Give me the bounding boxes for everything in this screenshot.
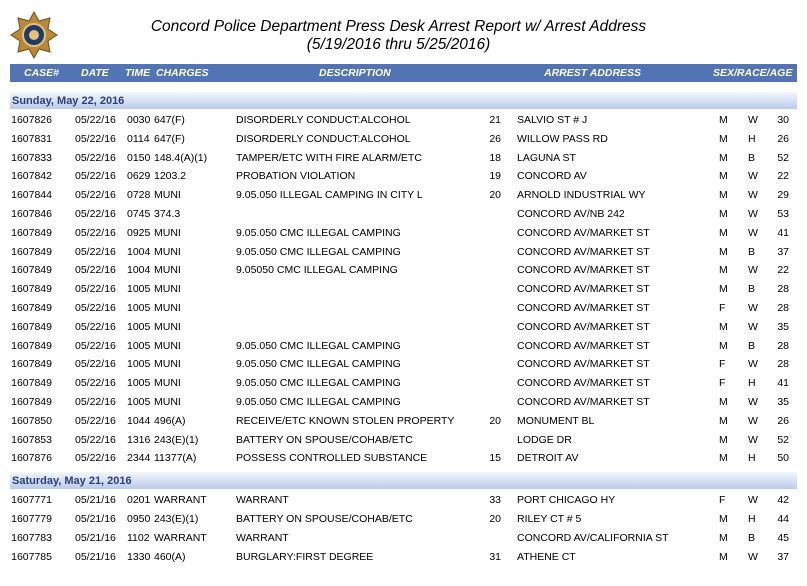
sex-cell: M [719,283,728,296]
street-number-cell: 20 [489,189,501,202]
report-date-range: (5/19/2016 thru 5/25/2016) [306,36,491,53]
case-number-cell: 1607849 [11,264,52,277]
sex-cell: M [719,114,728,126]
race-cell: W [748,433,758,446]
table-row [0,130,807,149]
report-title: Concord Police Department Press Desk Arrest Report w/ Arrest Address [150,18,647,35]
date-cell: 05/22/16 [75,132,116,145]
case-number-cell: 1607849 [11,339,52,352]
case-number-cell: 1607826 [11,114,52,126]
table-row [0,393,807,412]
table-row [0,510,807,529]
charge-cell: 647(F) [154,132,185,145]
date-cell: 05/22/16 [75,433,116,446]
address-cell: RILEY CT # 5 [517,513,582,525]
age-cell: 37 [777,245,789,258]
description-cell: PROBATION VIOLATION [236,170,356,183]
sex-cell: M [719,208,728,220]
charge-cell: WARRANT [154,494,207,507]
date-cell: 05/22/16 [75,358,116,371]
time-cell: 1005 [127,358,151,371]
case-number-cell: 1607842 [11,170,52,183]
sex-cell: F [719,494,726,507]
case-number-cell: 1607849 [11,377,52,390]
description-cell: BURGLARY:FIRST DEGREE [236,550,374,563]
col-header-date: DATE [81,67,109,79]
date-cell: 05/22/16 [75,151,116,164]
race-cell: H [748,452,756,465]
sex-cell: M [719,531,728,544]
address-cell: LAGUNA ST [517,151,576,164]
date-cell: 05/21/16 [75,550,116,563]
section-date-label: Sunday, May 22, 2016 [12,95,125,107]
table-row [0,167,807,186]
sex-cell: F [719,302,726,314]
sex-cell: M [719,339,728,352]
case-number-cell: 1607771 [11,494,52,507]
col-header-time: TIME [125,67,151,79]
table-row [0,355,807,374]
address-cell: ARNOLD INDUSTRIAL WY [517,189,646,202]
age-cell: 29 [777,189,789,202]
case-number-cell: 1607849 [11,226,52,239]
age-cell: 52 [777,151,789,164]
charge-cell: MUNI [154,339,181,352]
charge-cell: MUNI [154,245,181,258]
street-number-cell: 19 [489,170,501,183]
time-cell: 0150 [127,151,151,164]
address-cell: WILLOW PASS RD [517,132,608,145]
address-cell: CONCORD AV/MARKET ST [517,283,650,296]
address-cell: CONCORD AV/MARKET ST [517,396,650,408]
age-cell: 45 [777,531,789,544]
description-cell: BATTERY ON SPOUSE/COHAB/ETC [236,513,413,525]
charge-cell: 374.3 [154,208,181,220]
time-cell: 1004 [127,264,151,277]
age-cell: 52 [777,433,789,446]
address-cell: ATHENE CT [517,550,576,563]
description-cell: 9.05050 CMC ILLEGAL CAMPING [236,264,398,277]
street-number-cell: 20 [489,414,501,427]
charge-cell: 148.4(A)(1) [154,151,208,164]
charge-cell: MUNI [154,226,181,239]
sex-cell: M [719,513,728,525]
charge-cell: 243(E)(1) [154,433,199,446]
age-cell: 35 [777,320,789,333]
time-cell: 0629 [127,170,151,183]
sex-cell: M [719,550,728,563]
time-cell: 1330 [127,550,151,563]
sex-cell: M [719,320,728,333]
age-cell: 50 [777,452,789,465]
age-cell: 30 [777,114,789,126]
description-cell: WARRANT [236,531,289,544]
time-cell: 1004 [127,245,151,258]
description-cell: 9.05.050 CMC ILLEGAL CAMPING [236,396,401,408]
table-row [0,337,807,356]
street-number-cell: 15 [489,452,501,465]
table-row [0,529,807,548]
description-cell: DISORDERLY CONDUCT:ALCOHOL [236,132,411,145]
charge-cell: 460(A) [154,550,186,563]
date-cell: 05/22/16 [75,320,116,333]
age-cell: 44 [777,513,789,525]
race-cell: W [748,320,758,333]
time-cell: 2344 [127,452,151,465]
time-cell: 1005 [127,302,151,314]
date-cell: 05/22/16 [75,452,116,465]
address-cell: CONCORD AV/MARKET ST [517,358,650,371]
race-cell: W [748,396,758,408]
time-cell: 1102 [127,531,150,544]
date-cell: 05/22/16 [75,414,116,427]
date-cell: 05/21/16 [75,494,116,507]
table-row [0,280,807,299]
case-number-cell: 1607844 [11,189,52,202]
race-cell: W [748,302,758,314]
race-cell: W [748,170,758,183]
date-cell: 05/22/16 [75,339,116,352]
age-cell: 42 [777,494,789,507]
street-number-cell: 20 [489,513,501,525]
sex-cell: M [719,264,728,277]
description-cell: BATTERY ON SPOUSE/COHAB/ETC [236,433,413,446]
case-number-cell: 1607850 [11,414,52,427]
charge-cell: 243(E)(1) [154,513,199,525]
age-cell: 26 [777,132,789,145]
age-cell: 28 [777,358,789,371]
time-cell: 0745 [127,208,151,220]
address-cell: DETROIT AV [517,452,579,465]
time-cell: 0728 [127,189,151,202]
sex-cell: F [719,377,726,390]
time-cell: 1005 [127,377,151,390]
col-header-description: DESCRIPTION [319,67,391,79]
race-cell: B [748,283,756,296]
case-number-cell: 1607849 [11,302,52,314]
address-cell: PORT CHICAGO HY [517,494,616,507]
sex-cell: M [719,151,728,164]
sex-cell: M [719,396,728,408]
date-cell: 05/22/16 [75,283,116,296]
street-number-cell: 21 [489,114,501,126]
table-row [0,318,807,337]
address-cell: CONCORD AV/MARKET ST [517,320,650,333]
col-header-case: CASE# [24,67,60,79]
table-row [0,243,807,262]
sex-cell: M [719,189,728,202]
race-cell: W [748,494,758,507]
date-cell: 05/22/16 [75,208,116,220]
race-cell: H [748,377,756,390]
address-cell: LODGE DR [517,433,572,446]
race-cell: B [748,151,756,164]
age-cell: 22 [777,170,789,183]
case-number-cell: 1607876 [11,452,52,465]
charge-cell: 1203.2 [154,170,187,183]
date-cell: 05/22/16 [75,226,116,239]
case-number-cell: 1607785 [11,550,52,563]
table-row [0,261,807,280]
street-number-cell: 31 [489,550,501,563]
case-number-cell: 1607849 [11,396,52,408]
description-cell: WARRANT [236,494,289,507]
date-cell: 05/22/16 [75,114,116,126]
race-cell: B [748,245,756,258]
description-cell: 9.05.050 CMC ILLEGAL CAMPING [236,377,401,390]
table-header [10,64,797,82]
race-cell: W [748,264,758,277]
charge-cell: WARRANT [154,531,207,544]
col-header-arrest-address: ARREST ADDRESS [544,67,642,79]
age-cell: 22 [777,264,789,277]
race-cell: W [748,189,758,202]
sex-cell: M [719,132,728,145]
date-cell: 05/22/16 [75,396,116,408]
street-number-cell: 26 [489,132,501,145]
col-header-sex-race-age: SEX/RACE/AGE [713,67,793,79]
charge-cell: MUNI [154,283,181,296]
age-cell: 37 [777,550,789,563]
address-cell: CONCORD AV/NB 242 [517,208,625,220]
description-cell: POSSESS CONTROLLED SUBSTANCE [236,452,428,465]
address-cell: MONUMENT BL [517,414,595,427]
charge-cell: MUNI [154,396,181,408]
address-cell: CONCORD AV [517,170,587,183]
race-cell: H [748,513,756,525]
time-cell: 0925 [127,226,151,239]
address-cell: CONCORD AV/MARKET ST [517,226,650,239]
address-cell: CONCORD AV/CALIFORNIA ST [517,531,669,544]
date-cell: 05/21/16 [75,513,116,525]
age-cell: 35 [777,396,789,408]
race-cell: B [748,531,756,544]
case-number-cell: 1607849 [11,245,52,258]
charge-cell: MUNI [154,189,181,202]
address-cell: CONCORD AV/MARKET ST [517,264,650,277]
description-cell: 9.05.050 CMC ILLEGAL CAMPING [236,245,401,258]
charge-cell: 11377(A) [154,452,197,465]
table-row [0,149,807,168]
section-date-header [10,92,797,109]
date-cell: 05/22/16 [75,264,116,277]
table-row [0,431,807,450]
table-row [0,449,807,468]
age-cell: 28 [777,339,789,352]
table-row [0,205,807,224]
description-cell: TAMPER/ETC WITH FIRE ALARM/ETC [236,151,422,164]
case-number-cell: 1607783 [11,531,52,544]
table-row [0,412,807,431]
age-cell: 28 [777,283,789,296]
date-cell: 05/22/16 [75,377,116,390]
age-cell: 53 [777,208,789,220]
age-cell: 41 [777,226,789,239]
date-cell: 05/22/16 [75,170,116,183]
age-cell: 28 [777,302,789,314]
table-row [0,374,807,393]
case-number-cell: 1607849 [11,358,52,371]
sex-cell: M [719,414,728,427]
time-cell: 0201 [127,494,151,507]
case-number-cell: 1607831 [11,132,52,145]
description-cell: 9.05.050 CMC ILLEGAL CAMPING [236,226,401,239]
street-number-cell: 18 [489,151,501,164]
time-cell: 0950 [127,513,151,525]
description-cell: DISORDERLY CONDUCT:ALCOHOL [236,114,411,126]
case-number-cell: 1607833 [11,151,52,164]
sex-cell: F [719,358,726,371]
description-cell: 9.05.050 CMC ILLEGAL CAMPING [236,339,401,352]
race-cell: W [748,550,758,563]
charge-cell: 496(A) [154,414,186,427]
time-cell: 1005 [127,320,151,333]
sex-cell: M [719,170,728,183]
col-header-charges: CHARGES [156,67,209,79]
sex-cell: M [719,452,728,465]
time-cell: 1005 [127,339,151,352]
charge-cell: MUNI [154,377,181,390]
table-row [0,111,807,130]
sex-cell: M [719,245,728,258]
date-cell: 05/21/16 [75,531,116,544]
description-cell: RECEIVE/ETC KNOWN STOLEN PROPERTY [236,414,455,427]
address-cell: CONCORD AV/MARKET ST [517,245,650,258]
race-cell: H [748,132,756,145]
time-cell: 1005 [127,283,151,296]
section-date-header [10,472,797,489]
time-cell: 1316 [127,433,151,446]
address-cell: SALVIO ST # J [517,114,588,126]
address-cell: CONCORD AV/MARKET ST [517,302,650,314]
date-cell: 05/22/16 [75,302,116,314]
race-cell: W [748,358,758,371]
street-number-cell: 33 [489,494,501,507]
age-cell: 26 [777,414,789,427]
table-row [0,548,807,567]
case-number-cell: 1607846 [11,208,52,220]
table-row [0,186,807,205]
charge-cell: 647(F) [154,114,185,126]
charge-cell: MUNI [154,302,181,314]
description-cell: 9.05.050 CMC ILLEGAL CAMPING [236,358,401,371]
description-cell: 9.05.050 ILLEGAL CAMPING IN CITY L [236,189,423,202]
time-cell: 0114 [127,132,150,145]
race-cell: W [748,226,758,239]
race-cell: W [748,114,758,126]
charge-cell: MUNI [154,358,181,371]
section-date-label: Saturday, May 21, 2016 [12,475,132,488]
case-number-cell: 1607849 [11,320,52,333]
address-cell: CONCORD AV/MARKET ST [517,339,650,352]
time-cell: 0030 [127,114,151,126]
race-cell: W [748,414,758,427]
charge-cell: MUNI [154,320,181,333]
sex-cell: M [719,226,728,239]
case-number-cell: 1607849 [11,283,52,296]
case-number-cell: 1607779 [11,513,52,525]
race-cell: B [748,339,756,352]
sex-cell: M [719,433,728,446]
table-row [0,224,807,243]
race-cell: W [748,208,758,220]
time-cell: 1044 [127,414,151,427]
charge-cell: MUNI [154,264,181,277]
time-cell: 1005 [127,396,151,408]
case-number-cell: 1607853 [11,433,52,446]
age-cell: 41 [777,377,789,390]
date-cell: 05/22/16 [75,245,116,258]
table-row [0,491,807,510]
date-cell: 05/22/16 [75,189,116,202]
table-row [0,299,807,318]
address-cell: CONCORD AV/MARKET ST [517,377,650,390]
